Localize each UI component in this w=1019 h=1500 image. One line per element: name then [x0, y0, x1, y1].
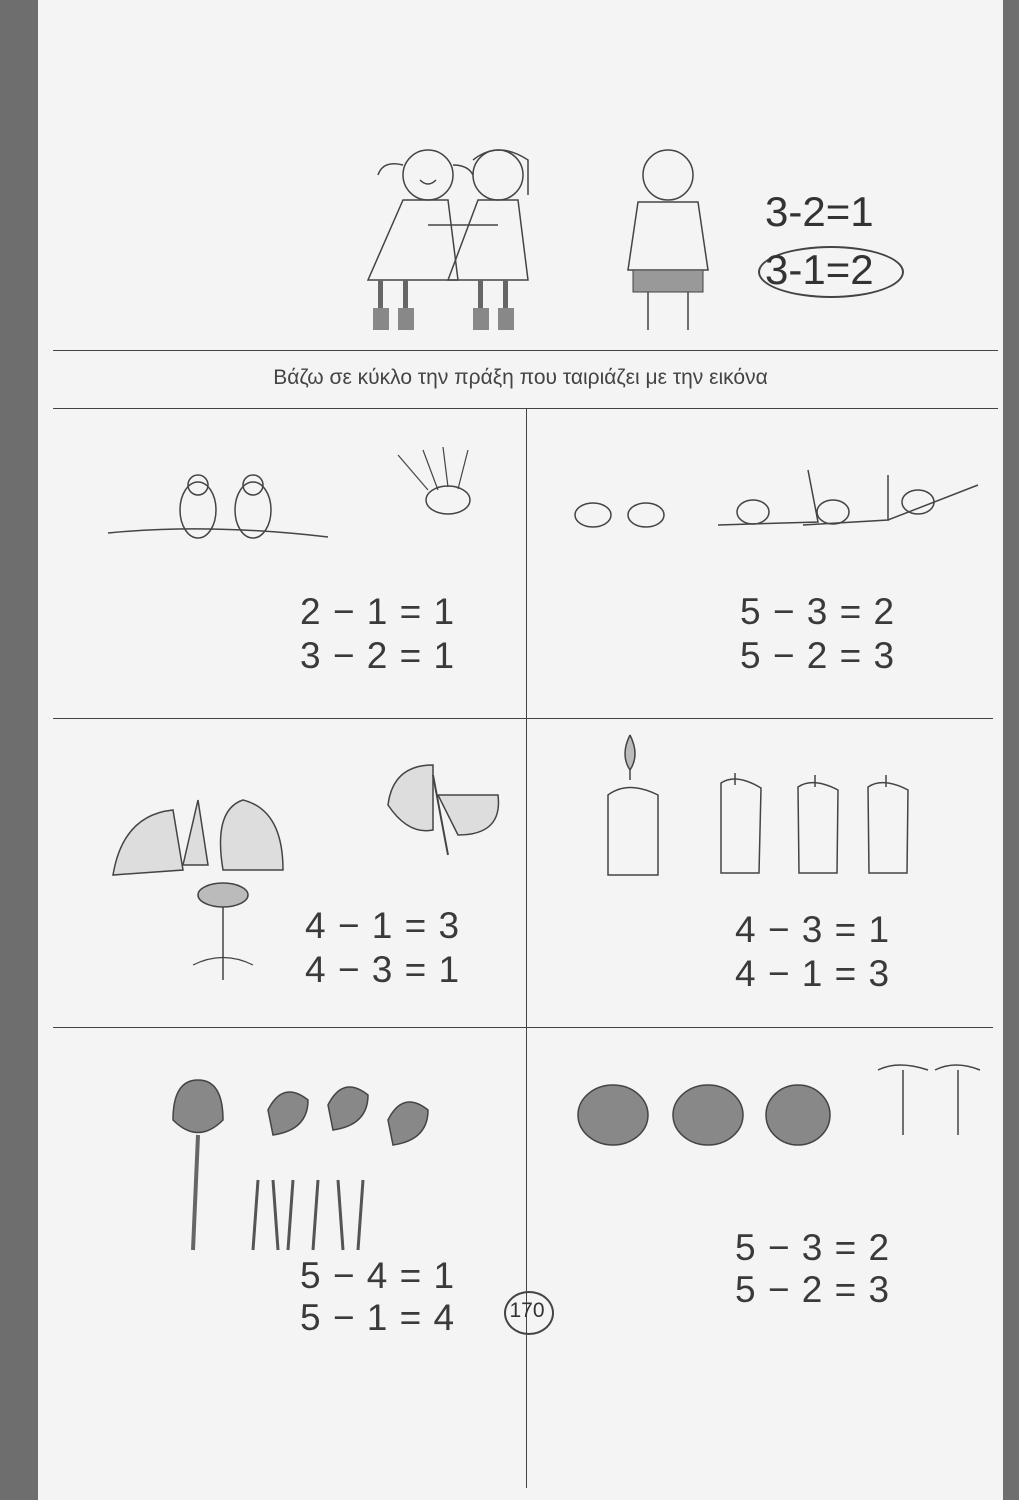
equation-snails-1[interactable]: 5 − 3 = 2 [740, 591, 896, 632]
equation-tulips-1[interactable]: 5 − 4 = 1 [300, 1255, 456, 1296]
tulips-icon [163, 1080, 483, 1260]
instruction-text: Βάζω σε κύκλο την πράξη που ταιριάζει με την εικόνα [273, 366, 768, 389]
children-illustration-icon [348, 140, 728, 340]
equation-birds-1[interactable]: 2 − 1 = 1 [300, 591, 456, 632]
equation-apples-2[interactable]: 5 − 2 = 3 [735, 1269, 891, 1310]
equation-snails-2[interactable]: 5 − 2 = 3 [740, 635, 896, 676]
worksheet-page [38, 0, 1003, 1500]
equation-candles-2[interactable]: 4 − 1 = 3 [735, 953, 891, 994]
equation-tulips-2[interactable]: 5 − 1 = 4 [300, 1297, 456, 1338]
equation-butterflies-1[interactable]: 4 − 1 = 3 [305, 905, 461, 946]
equation-birds-2[interactable]: 3 − 2 = 1 [300, 635, 456, 676]
page-number: 170 [509, 1299, 545, 1322]
equation-apples-1[interactable]: 5 − 3 = 2 [735, 1227, 891, 1268]
snails-icon [568, 460, 988, 540]
row-divider-1 [53, 718, 993, 719]
example-equation-2: 3-1=2 [765, 246, 874, 293]
equation-candles-1[interactable]: 4 − 3 = 1 [735, 909, 891, 950]
candles-icon [603, 735, 933, 885]
equation-butterflies-2[interactable]: 4 − 3 = 1 [305, 949, 461, 990]
divider-top [53, 350, 998, 351]
apples-icon [573, 1050, 973, 1150]
birds-on-branch-icon [108, 445, 488, 565]
row-divider-2 [53, 1027, 993, 1028]
example-equation-1: 3-2=1 [765, 188, 874, 235]
